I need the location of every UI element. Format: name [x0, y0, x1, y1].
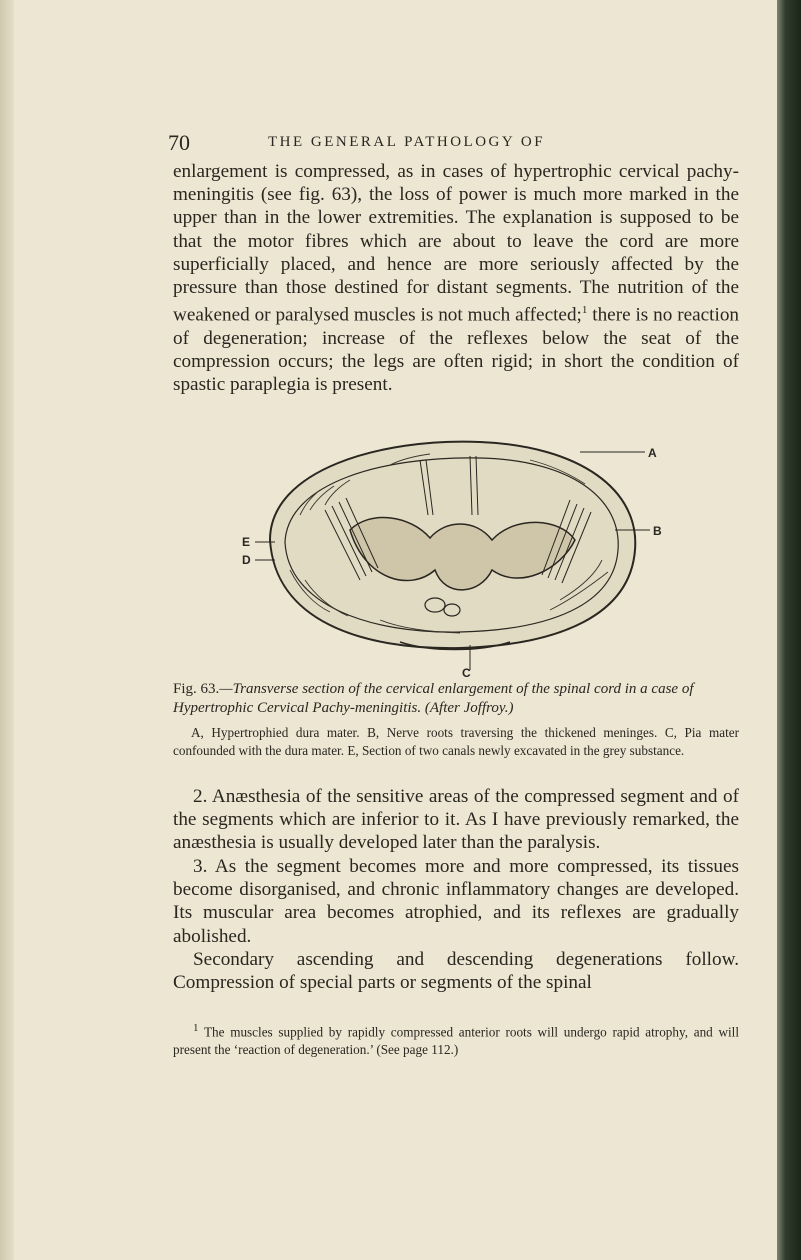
body-paragraph-3: 3. As the segment becomes more and more compressed, its tissues become disorganised, and chronic inflammatory changes are developed. Its muscular area becomes atrophied, and its reflexes are gradually abolished. [173, 856, 739, 947]
page-left-edge [0, 0, 14, 1260]
paragraph-text-continued: there is no reaction of degeneration; increase of the reflexes below the seat of the compression occurs; the legs are often rigid; in short the condition of spastic paraplegia is present. [173, 304, 740, 396]
spinal-cord-section-illustration [230, 420, 680, 680]
label-b: B [653, 524, 662, 538]
caption-title [173, 680, 739, 718]
book-spine-edge [777, 0, 801, 1260]
caption-title-text: —Transverse section of the cervical enlargement of the spinal cord in a case of Hypertrophic Cervical Pachy-meningitis. (After Joffroy.) [173, 681, 694, 716]
figure-caption [173, 680, 739, 759]
footnote-marker: 1 [193, 1022, 199, 1034]
caption-legend: A, Hypertrophied dura mater. B, Nerve roots traversing the thickened meninges. C, Pia mater confounded with the dura mater. E, Section of two canals newly excavated in the grey substance. [173, 725, 739, 758]
body-paragraph-4: Secondary ascending and descending degenerations follow. Compression of special parts or segments of the spinal [173, 949, 739, 994]
paragraph-text: enlargement is compressed, as in cases of hypertrophic cervical pachy-meningitis (see fig. 63), the loss of power is much more marked in the upper than in the lower extremities. The explanation is supposed to be that the motor fibres which are about to leave the cord are more superficially placed, and hence are more seriously affected by the pressure than those destined for distant segments. The nutrition of the weakened or paralysed muscles is not much affected; [173, 161, 739, 326]
label-c: C [462, 666, 471, 680]
footnote-reference: 1 [581, 304, 588, 317]
body-paragraph-2: 2. Anæsthesia of the sensitive areas of the compressed segment and of the segments which are inferior to it. As I have previously remarked, the anæsthesia is usually developed later than the paralysis. [173, 786, 739, 854]
label-d: D [242, 553, 251, 567]
page-header [168, 130, 738, 156]
label-a: A [648, 446, 657, 460]
body-paragraph-1 [173, 160, 739, 396]
running-head: THE GENERAL PATHOLOGY OF [268, 134, 546, 150]
label-e: E [242, 535, 251, 549]
caption-label: Fig. 63. [173, 681, 220, 697]
page-number: 70 [168, 130, 190, 155]
footnote [173, 1020, 739, 1058]
footnote-text: The muscles supplied by rapidly compressed anterior roots will undergo rapid atrophy, and will present the ‘reaction of degeneration.’ (See page 112.) [173, 1024, 740, 1057]
figure-63 [230, 420, 680, 680]
